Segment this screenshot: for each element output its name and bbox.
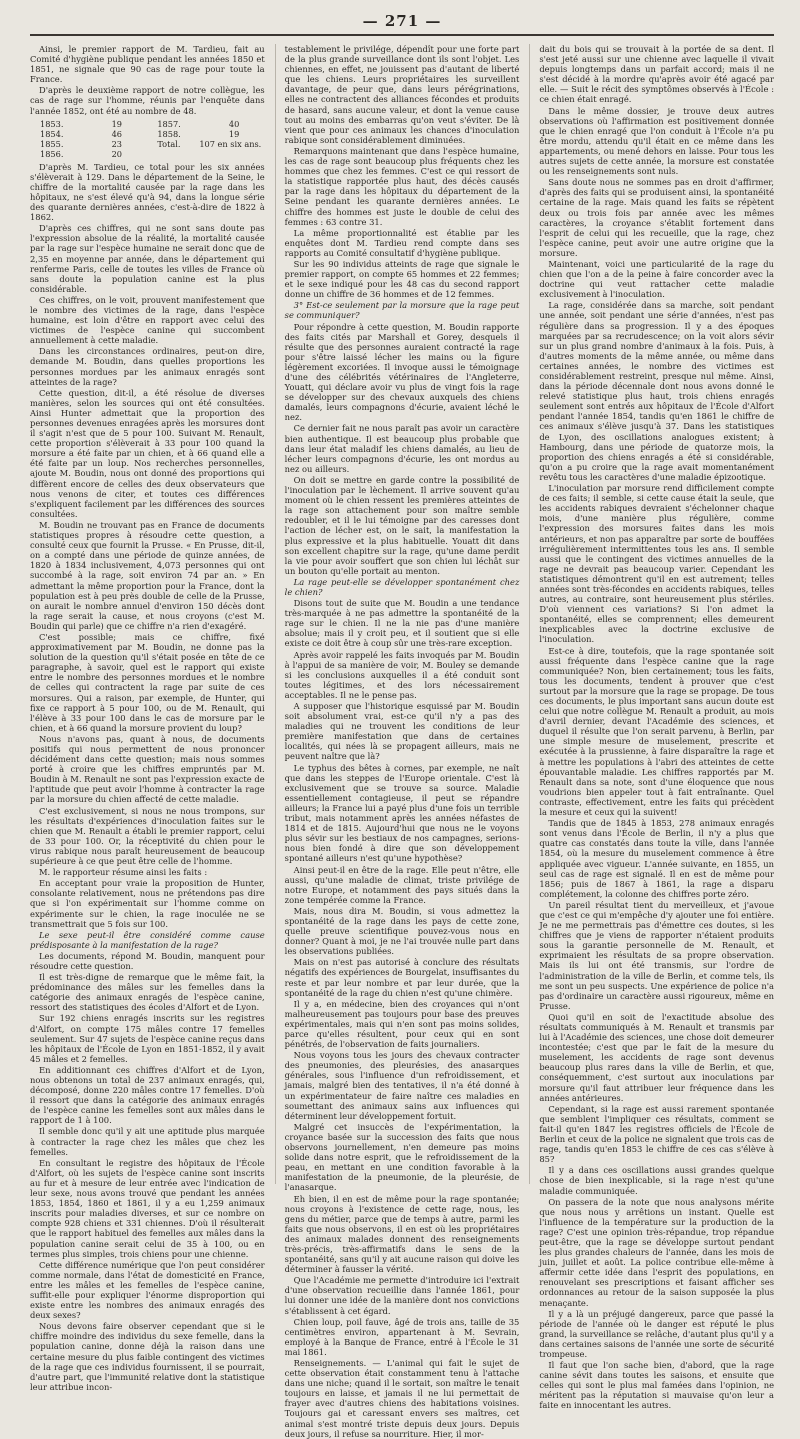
- paragraph: Ainsi, le premier rapport de M. Tardieu, fait au Comité d'hygiène publique pendant les années 1850 et 1851, ne signale que 90 cas de rage pour toute la France.: [30, 44, 265, 85]
- paragraph: Disons tout de suite que M. Boudin a une tendance très-marquée à ne pas admettre la spontanéité de la rage sur le chien. Il ne la nie pas d'une manière absolue; mais il y croit peu, et il soutient que si elle existe ce doit être à coup sûr une très-rare exception.: [284, 598, 520, 649]
- column-middle: [275, 44, 520, 1439]
- paragraph: Ainsi peut-il en être de la rage. Elle peut n'être, elle aussi, qu'une maladie de climat, triste privilége de notre Europe, et notamment des pays situés dans la zone tempérée comme la France.: [284, 864, 520, 905]
- stat-year: 1857.: [157, 118, 181, 129]
- paragraph: Sur les 90 individus atteints de rage que signale le premier rapport, on compte 65 hommes et 22 femmes; et le sexe indiqué pour les 48 cas du second rapport donne un chiffre de 36 hommes et de 12 femmes.: [284, 258, 520, 300]
- paragraph: testablement le privilége, dépendît pour une forte part de la plus grande surveillance dont ils sont l'objet. Les chiennes, en effet, ne jouissent pas d'autant de liberté que les chiens. Leurs propriétaires les surveillent davantage, de peur que, dans leurs pérégrinations, elles ne contractent des alliances fécondes et produits de hasard, sans aucune valeur, et dont la venue cause tout au moins des embarras qu'on veut s'éviter. De là vient que pour ces animaux les chances d'inoculation rabique sont considérablement diminuées.: [284, 44, 520, 145]
- paragraph: La même proportionnalité est établie par les enquêtes dont M. Tardieu rend compte dans ses rapports au Comité consultatif d'hygiène publique.: [284, 227, 520, 258]
- paragraph: D'après ces chiffres, qui ne sont sans doute pas l'expression absolue de la réalité, la mortalité causée par la rage sur l'espèce humaine ne serait donc que de 2,35 en moyenne par année, dans le département qui renferme Paris, celle de toutes les villes de France où sans doute la population canine est la plus considérable.: [30, 223, 265, 294]
- page-header: [30, 6, 774, 36]
- paragraph: Il semble donc qu'il y ait une aptitude plus marquée à contracter la rage chez les mâles que chez les femelles.: [30, 1126, 265, 1157]
- paragraph: En additionnant ces chiffres d'Alfort et de Lyon, nous obtenons un total de 237 animaux enragés, qui, décomposé, donne 220 mâles contre 17 femelles. D'où il ressort que dans la catégorie des animaux enragés de l'espèce canine les femelles sont aux mâles dans le rapport de 1 à 100.: [30, 1064, 265, 1126]
- stat-value: 23: [111, 138, 122, 149]
- column-right: [529, 44, 775, 1411]
- paragraph: Tandis que de 1845 à 1853, 278 animaux enragés sont venus dans l'École de Berlin, il n'y a plus que quatre cas constatés dans toute la ville, dans l'année 1854, où la mesure du muselement commence à être appliquée avec vigueur. L'année suivante, en 1855, un seul cas de rage est signalé. Il en est de même pour 1856; puis de 1867 à 1861, la rage a disparu complétement, la colonne des chiffres porte zéro.: [539, 818, 775, 899]
- paragraph: Le typhus des bêtes à cornes, par exemple, ne naît que dans les steppes de l'Europe orientale. C'est là exclusivement que se trouve sa source. Maladie essentiellement contagieuse, il peut se répandre ailleurs; la France lui a payé plus d'une fois un terrible tribut, mais notamment après les années néfastes de 1814 et de 1815. Aujourd'hui que nous ne le voyons plus sévir sur les bestiaux de nos campagnes, serions-nous bien fondé à dire que son développement spontané ailleurs n'est qu'une hypothèse?: [284, 762, 520, 864]
- paragraph: Nous voyons tous les jours des chevaux contracter des pneumonies, des pleurésies, des anasarques générales, sous l'influence d'un refroidissement, et jamais, malgré bien des tentatives, il n'a été donné à un expérimentateur de faire naître ces maladies en soumettant des animaux sains aux influences qui déterminent leur développement fortuit.: [284, 1050, 520, 1121]
- text-columns: [30, 44, 775, 1439]
- paragraph: Dans les circonstances ordinaires, peut-on dire, demande M. Boudin, dans quelles proportions les personnes mordues par les animaux enragés sont atteintes de la rage?: [30, 346, 265, 387]
- paragraph: Cependant, si la rage est aussi rarement spontanée que semblent l'impliquer ces résultats, comment se fait-il qu'en 1847 les registres officiels de l'École de Berlin et ceux de la police ne signalent que trois cas de rage, tandis qu'en 1853 le chiffre de ces cas s'élève à 85?: [539, 1103, 775, 1165]
- paragraph: Remarquons maintenant que dans l'espèce humaine, les cas de rage sont beaucoup plus fréquents chez les hommes que chez les femmes. C'est ce qui ressort de la statistique rapportée plus haut, des décès causés par la rage dans les hôpitaux du département de la Seine pendant les quarante dernières années. Le chiffre des hommes est juste le double de celui des femmes : 63 contre 31.: [284, 145, 520, 227]
- paragraph: D'après M. Tardieu, ce total pour les six années s'élèverait à 129. Dans le département de la Seine, le chiffre de la mortalité causée par la rage dans les hôpitaux, ne s'est élevé qu'à 94, dans la longue série des quarante dernières années, c'est-à-dire de 1822 à 1862.: [30, 161, 265, 223]
- stat-row-total: [157, 139, 264, 149]
- paragraph: Nous n'avons pas, quant à nous, de documents positifs qui nous permettent de nous prononcer décidément dans cette question; mais nous sommes porté à croire que les chiffres empruntés par M. Boudin à M. Renault ne sont pas l'expression exacte de l'aptitude que peut avoir l'homme à contracter la rage par la morsure du chien affecté de cette maladie.: [30, 733, 265, 805]
- paragraph: dait du bois qui se trouvait à la portée de sa dent. Il s'est jeté aussi sur une chienne avec laquelle il vivait depuis longtemps dans un parfait accord; mais il ne s'est décidé à la mordre qu'après avoir été agacé par elle. — Suit le récit des symptômes observés à l'École : ce chien était enragé.: [539, 44, 775, 105]
- paragraph: Mais, nous dira M. Boudin, si vous admettez la spontanéité de la rage dans les pays de cette zone, quelle preuve scientifique pouvez-vous nous en donner? Quant à moi, je ne l'ai trouvée nulle part dans les observations publiées.: [284, 905, 520, 957]
- paragraph: Malgré cet insuccès de l'expérimentation, la croyance basée sur la succession des faits que nous observons journellement, n'en demeure pas moins solide dans notre esprit, que le refroidissement de la peau, en mettant en une condition favorable à la manifestation de la pneumonie, de la pleurésie, de l'anasarque.: [284, 1121, 520, 1193]
- paragraph: C'est possible; mais ce chiffre, fixé approximativement par M. Boudin, ne donne pas la solution de la question qu'il s'était posée en tête de ce paragraphe, à savoir, quel est le rapport qui existe entre le nombre des personnes mordues et le nombre de celles qui contractent la rage par suite de ces morsures. Qui a raison, par exemple, de Hunter, qui fixe ce rapport à 5 pour 100, ou de M. Renault, qui l'élève à 33 pour 100 dans le cas de morsure par le chien, et à 66 quand la morsure provient du loup?: [30, 631, 265, 733]
- stat-year: 1855.: [40, 138, 64, 149]
- paragraph: Maintenant, voici une particularité de la rage du chien que l'on a de la peine à faire concorder avec la doctrine qui veut rattacher cette maladie exclusivement à l'inoculation.: [539, 258, 775, 300]
- stat-year: 1858.: [157, 128, 181, 139]
- paragraph: Il faut que l'on sache bien, d'abord, que la rage canine sévit dans toutes les saisons, et ensuite que celles qui sont le plus mal famées dans l'opinion, ne méritent pas la réputation si mauvaise qu'on leur a faite en innocentant les autres.: [539, 1360, 775, 1411]
- paragraph: On passera de la note que nous analysons mérite que nous nous y arrêtions un instant. Quelle est l'influence de la température sur la production de la rage? C'est une opinion très-répandue, trop répandue peut-être, que la rage se développe surtout pendant les plus grandes chaleurs de l'année, dans les mois de juin, juillet et août. La police contribue elle-même à affermir cette idée dans l'esprit des populations, en renouvelant ses prescriptions et faisant afficher ses ordonnances au retour de la saison supposée la plus menaçante.: [539, 1196, 775, 1308]
- stat-value: 40: [228, 118, 240, 129]
- paragraph: Ces chiffres, on le voit, prouvent manifestement que le nombre des victimes de la rage, dans l'espèce humaine, est loin d'être en rapport avec celui des victimes de l'espèce canine qui succombent annuellement à cette maladie.: [30, 294, 265, 346]
- stat-value: 46: [111, 128, 122, 139]
- paragraph: La rage, considérée dans sa marche, soit pendant une année, soit pendant une série d'années, n'est pas régulière dans sa progression. Il y a des époques marquées par sa recrudescence; on la voit alors sévir sur un plus grand nombre d'animaux à la fois. Puis, à d'autres moments de la même année, ou même dans certaines années, le nombre des victimes est considérablement restreint, presque nul même. Ainsi, dans la période décennale dont nous avons donné le relevé statistique plus haut, trois chiens enragés seulement sont entrés aux hôpitaux de l'École d'Alfort pendant l'année 1854, tandis qu'en 1861 le chiffre de ces animaux s'élève jusqu'à 37. Dans les statistiques de Lyon, des oscillations analogues existent; à Hambourg, dans une période de quatorze mois, la proportion des chiens enragés a été si considérable, qu'on a pu croire que la rage avait momentanément revêtu tous les caractères d'une maladie épizootique.: [539, 300, 775, 482]
- paragraph: Mais on n'est pas autorisé à conclure des résultats négatifs des expériences de Bourgelat, insuffisantes du reste et par leur nombre et par leur durée, que la spontanéité de la rage du chien n'est qu'une chimère.: [284, 957, 520, 998]
- column-left: [30, 44, 265, 1392]
- paragraph: D'après le deuxième rapport de notre collègue, les cas de rage sur l'homme, réunis par l'enquête dans l'année 1852, ont été au nombre de 48.: [30, 85, 265, 116]
- stat-year: 1853.: [40, 118, 64, 129]
- section-question: 3° Est-ce seulement par la morsure que la rage peut se communiquer?: [284, 300, 520, 321]
- paragraph: Après avoir rappelé les faits invoqués par M. Boudin à l'appui de sa manière de voir, M. Bouley se demande si les conclusions auxquelles il a été conduit sont toutes légitimes, et des lors nécessairement acceptables. Il ne le pense pas.: [284, 649, 520, 700]
- page-number: — 271 —: [362, 12, 442, 30]
- paragraph: Il y a dans ces oscillations aussi grandes quelque chose de bien inexplicable, si la rage n'est qu'une maladie communiquée.: [539, 1165, 775, 1196]
- paragraph: Cette différence numérique que l'on peut considérer comme normale, dans l'état de domesticité en France, entre les mâles et les femelles de l'espèce canine, suffit-elle pour expliquer l'énorme disproportion qui existe entre les nombres des animaux enragés des deux sexes?: [30, 1259, 265, 1321]
- paragraph: Il est très-digne de remarque que le même fait, la prédominance des mâles sur les femelles dans la catégorie des animaux enragés de l'espèce canine, ressort des statistiques des écoles d'Alfort et de Lyon.: [30, 972, 265, 1013]
- paragraph: Est-ce à dire, toutefois, que la rage spontanée soit aussi fréquente dans l'espèce canine que la rage communiquée? Non, bien certainement; tous les faits, tous les documents, tendent à prouver que c'est surtout par la morsure que la rage se propage. De tous ces documents, le plus important sans aucun doute est celui que notre collègue M. Renault a produit, au mois d'avril dernier, devant l'Académie des sciences, et duquel il résulte que l'on serait parvenu, à Berlin, par une simple mesure de muselement, prescrite et exécutée à la prussienne, à faire disparaître la rage et à mettre les populations à l'abri des atteintes de cette épouvantable maladie. Les chiffres rapportés par M. Renault dans sa note, sont d'une éloquence que nous voudrions bien appeler tout à fait entraînante. Quel contraste, effectivement, entre les faits qui précèdent la mesure et ceux qui la suivent!: [539, 645, 775, 818]
- paragraph: Pour répondre à cette question, M. Boudin rapporte des faits cités par Marshall et Gorey, desquels il résulte que des personnes auraient contracté la rage pour s'être laissé lécher les mains ou la figure légèrement excoriées. Il invoque aussi le témoignage d'une des célébrités vétérinaires de l'Angleterre, Youatt, qui déclare avoir vu plus de vingt fois la rage se développer sur des chevaux auxquels des chiens damalés, leurs compagnons d'écurie, avaient léché le nez.: [284, 321, 520, 423]
- statistics-table: [40, 119, 265, 159]
- stat-row: [40, 149, 147, 159]
- stat-year: 1856.: [40, 148, 64, 159]
- paragraph: Quoi qu'il en soit de l'exactitude absolue des résultats communiqués à M. Renault et transmis par lui à l'Académie des sciences, une chose doit demeurer incontestée; c'est que par le fait de la mesure du muselement, les accidents de rage sont devenus beaucoup plus rares dans la ville de Berlin, et que, conséquemment, c'est surtout aux inoculations par morsure qu'il faut attribuer leur fréquence dans les années antérieures.: [539, 1011, 775, 1103]
- paragraph: Sur 192 chiens enragés inscrits sur les registres d'Alfort, on compte 175 mâles contre 17 femelles seulement. Sur 47 sujets de l'espèce canine reçus dans les hôpitaux de l'École de Lyon en 1851-1852, il y avait 45 mâles et 2 femelles.: [30, 1013, 265, 1064]
- paragraph: A supposer que l'historique esquissé par M. Boudin soit absolument vrai, est-ce qu'il n'y a pas des maladies qui ne trouvent les conditions de leur première manifestation que dans de certaines localités, qui nées là se propagent ailleurs, mais ne peuvent naître que là?: [284, 701, 520, 762]
- paragraph: En acceptant pour vraie la proposition de Hunter, consolante relativement, nous ne prétendons pas dire que si l'on expérimentait sur l'homme comme on expérimente sur le chien, la rage inoculée ne se transmettrait que 5 fois sur 100.: [30, 878, 265, 929]
- paragraph: Les documents, répond M. Boudin, manquent pour résoudre cette question.: [30, 950, 265, 971]
- paragraph: Ce dernier fait ne nous paraît pas avoir un caractère bien authentique. Il est beaucoup plus probable que dans leur état maladif les chiens damalés, au lieu de lécher leurs compagnons d'écurie, les ont mordus au nez ou ailleurs.: [284, 423, 520, 474]
- section-question: La rage peut-elle se développer spontanément chez le chien?: [284, 576, 520, 597]
- stat-value: 19: [228, 128, 240, 139]
- paragraph: M. le rapporteur résume ainsi les faits :: [39, 867, 208, 878]
- stat-value: 19: [111, 118, 122, 129]
- section-question: Le sexe peut-il être considéré comme cause prédisposante à la manifestation de la rage?: [30, 929, 265, 950]
- paragraph: Cette question, dit-il, a été résolue de diverses manières, selon les sources qui ont été consultées. Ainsi Hunter admettait que la proportion des personnes devenues enragées après les morsures dont il s'agit n'est que de 5 pour 100. Suivant M. Renault, cette proportion s'élèverait à 33 pour 100 quand la morsure a été faite par un chien, et à 66 quand elle a été faite par un loup. Nos recherches personnelles, ajoute M. Boudin, nous ont donné des proportions qui diffèrent encore de celles des deux observateurs que nous venons de citer, et toutes ces différences s'expliquent facilement par les différences des sources consultées.: [30, 387, 265, 519]
- paragraph: L'inoculation par morsure rend difficilement compte de ces faits; il semble, si cette cause était la seule, que les accidents rabiques devraient s'échelonner chaque mois, d'une manière plus régulière, comme l'expression des morsures faites dans les mois antérieurs, et non pas apparaître par sorte de bouffées irrégulièrement intermittentes tous les ans. Il semble aussi que le contingent des victimes annuelles de la rage ne devrait pas beaucoup varier. Cependant les statistiques démontrent qu'il en est autrement; telles années sont très-fécondes en accidents rabiques, telles autres, au contraire, sont heureusement plus stériles. D'où viennent ces variations? Si l'on admet la spontanéité, elles se comprennent; elles demeurent inexplicables avec la doctrine exclusive de l'inoculation.: [539, 483, 775, 645]
- stat-year: 1854.: [40, 128, 64, 139]
- paragraph: Eh bien, il en est de même pour la rage spontanée; nous croyons à l'existence de cette rage, nous, les gens du métier, parce que de temps à autre, parmi les faits que nous observons, il en est où les propriétaires des animaux malades donnent des renseignements très-précis, très-affirmatifs dans le sens de la spontanéité, sans qu'il y ait aucune raison qui doive les déterminer à fausser la vérité.: [284, 1193, 520, 1275]
- paragraph: Dans le même dossier, je trouve deux autres observations où l'affirmation est positivement donnée que le chien enragé que l'on conduit à l'École n'a pu être mordu, attendu qu'il était en ce même dans les appartements, ou mené dehors en laisse. Pour tous les autres sujets de cette année, la morsure est constatée ou les renseignements sont nuls.: [539, 105, 775, 177]
- paragraph: M. Boudin ne trouvant pas en France de documents statistiques propres à résoudre cette question, a consulté ceux que fournit la Prusse. « En Prusse, dit-il, on a compté dans une période de quinze années, de 1820 à 1834 inclusivement, 4,073 personnes qui ont succombé à la rage, soit environ 74 par an. » En admettant la même proportion pour la France, dont la population est à peu près double de celle de la Prusse, on aurait le nombre annuel d'environ 150 décès dont la rage serait la cause, et nous croyons (c'est M. Boudin qui parle) que ce chiffre n'a rien d'exagéré.: [30, 519, 265, 631]
- stat-row: [157, 119, 264, 129]
- stat-total-label: Total.: [157, 138, 181, 149]
- paragraph: Que l'Académie me permette d'introduire ici l'extrait d'une observation recueillie dans l'année 1861, pour lui donner une idée de la manière dont nos convictions s'établissent à cet égard.: [284, 1275, 520, 1316]
- stat-value: 20: [111, 148, 122, 159]
- paragraph: Nous devons faire observer cependant que si le chiffre moindre des individus du sexe femelle, dans la population canine, donne déjà la raison dans une certaine mesure du plus faible contingent des victimes de la rage que ces individus fournissent, il se pourrait, d'autre part, que l'immunité relative dont la statistique leur attribue incon-: [30, 1321, 265, 1392]
- stat-row: [40, 139, 147, 149]
- stat-total-value: 107 en six ans.: [199, 138, 262, 149]
- paragraph: Sans doute nous ne sommes pas en droit d'affirmer, d'après des faits qui se produisent ainsi, la spontanéité certaine de la rage. Mais quand les faits se répètent deux ou trois fois par année avec les mêmes caractères, la croyance s'établit fortement dans l'esprit de celui qui les recueille, que la rage, chez l'espèce canine, peut avoir une autre origine que la morsure.: [539, 177, 775, 258]
- stat-row: [40, 119, 147, 129]
- paragraph: Il y a, en médecine, bien des croyances qui n'ont malheureusement pas toujours pour base des preuves expérimentales, mais qui n'en sont pas moins solides, parce qu'elles résultent, pour ceux qui en sont pénétrés, de l'observation de faits journaliers.: [284, 998, 520, 1050]
- paragraph: En consultant le registre des hôpitaux de l'École d'Alfort, où les sujets de l'espèce canine sont inscrits au fur et à mesure de leur entrée avec l'indication de leur sexe, nous avons trouvé que pendant les années 1853, 1854, 1860 et 1861, il y a eu 1,259 animaux inscrits pour maladies diverses, et sur ce nombre on compte 928 chiens et 331 chiennes. D'où il résulterait que le rapport habituel des femelles aux mâles dans la population canine serait celui de 35 à 100, ou en termes plus simples, trois chiens pour une chienne.: [30, 1157, 265, 1259]
- paragraph: C'est exclusivement, si nous ne nous trompons, sur les résultats d'expériences d'inoculation faites sur le chien que M. Renault a établi le premier rapport, celui de 33 pour 100. Or, la réceptivité du chien pour le virus rabique nous paraît heureusement de beaucoup supérieure à ce que peut être celle de l'homme.: [30, 805, 265, 867]
- paragraph: On doit se mettre en garde contre la possibilité de l'inoculation par le lèchement. Il arrive souvent qu'au moment où le chien ressent les premières atteintes de la rage son attachement pour son maître semble redoubler, et il le lui témoigne par des caresses dont l'action de lécher est, on le sait, la manifestation la plus expressive et la plus habituelle. Youatt dit dans son excellent chapitre sur la rage, qu'une dame perdit la vie pour avoir souffert que son chien lui léchât sur un bouton qu'elle portait au menton.: [284, 474, 520, 576]
- stat-row: [40, 129, 147, 139]
- stat-row: [157, 129, 264, 139]
- paragraph: Renseignements. — L'animal qui fait le sujet de cette observation était constamment tenu à l'attache dans une niche; quand il le sortait, son maître le tenait toujours en laisse, et jamais il ne lui permettait de frayer avec d'autres chiens des habitations voisines. Toujours gai et caressant envers ses maîtres, cet animal s'est montré triste depuis deux jours. Depuis deux jours, il refuse sa nourriture. Hier, il mor-: [284, 1358, 520, 1439]
- paragraph: Chien loup, poil fauve, âgé de trois ans, taille de 35 centimètres environ, appartenant à M. Sevrain, employé à la Banque de France, entré à l'École le 31 mai 1861.: [284, 1316, 520, 1357]
- paragraph: Un pareil résultat tient du merveilleux, et j'avoue que c'est ce qui m'empêche d'y ajouter une foi entière. Je ne me permettrais pas d'émettre ces doutes, si les chiffres que je viens de rapporter n'étaient produits sous la garantie personnelle de M. Renault, et exprimaient les résultats de sa propre observation. Mais ils lui ont été transmis, sur l'ordre de l'administration de la ville de Berlin, et comme tels, ils me sont un peu suspects. Une expérience de police n'a pas d'ordinaire un caractère aussi rigoureux, même en Prusse.: [539, 899, 775, 1011]
- paragraph: Il y a là un préjugé dangereux, parce que passé la période de l'année où le danger est réputé le plus grand, la surveillance se relâche, d'autant plus qu'il y a dans certaines saisons de l'année une sorte de sécurité trompeuse.: [539, 1308, 775, 1359]
